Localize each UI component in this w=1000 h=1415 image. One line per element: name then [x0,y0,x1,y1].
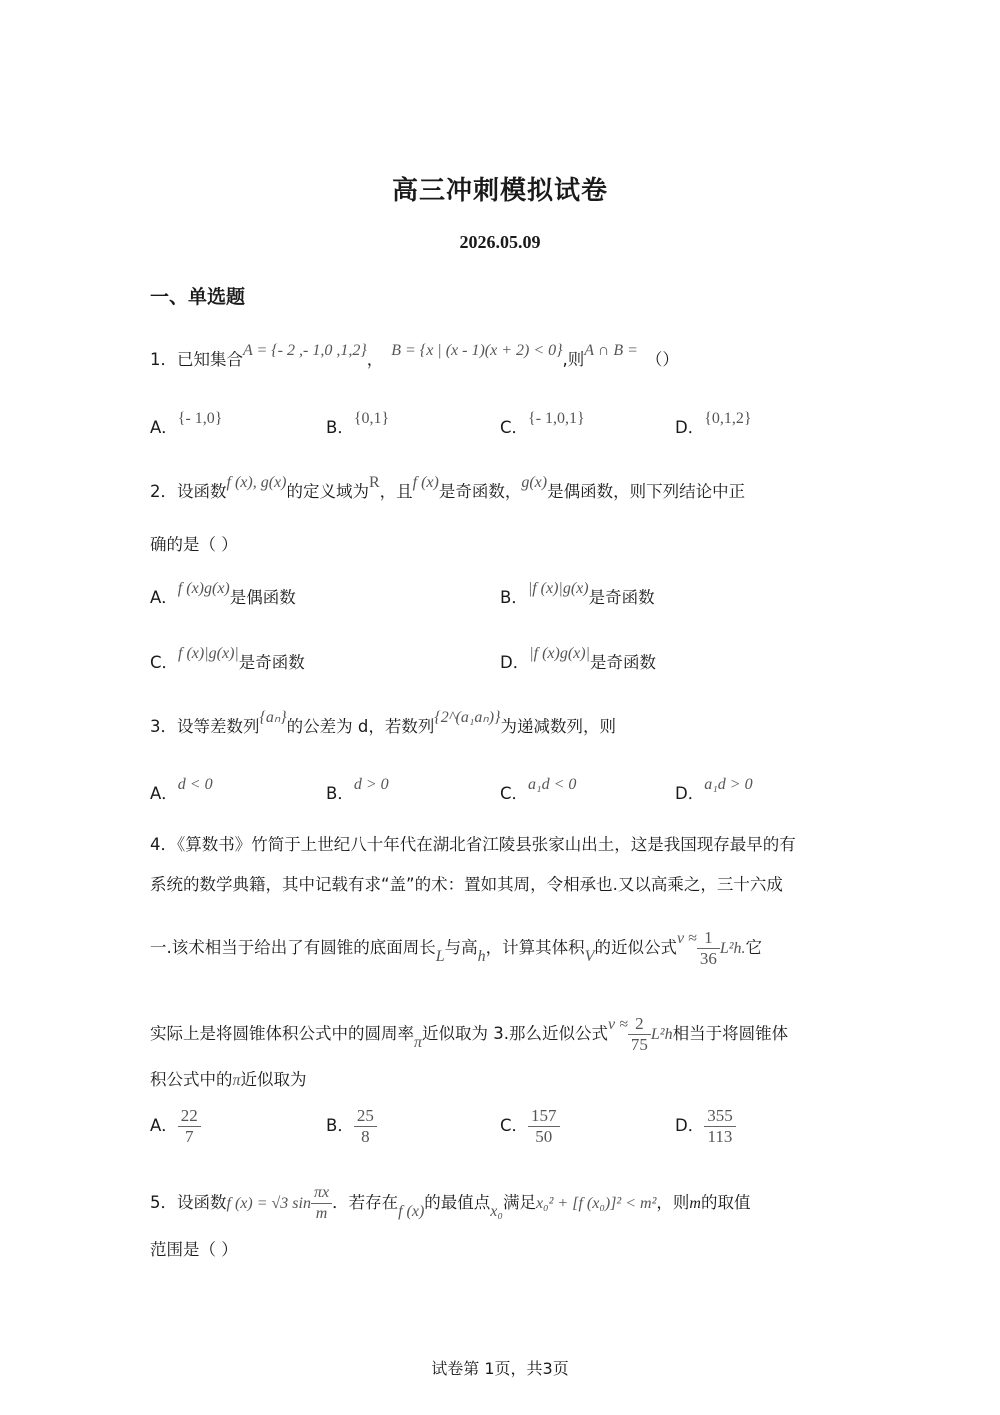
fraction-numerator: 25 [354,1106,377,1127]
question-text: 的取值 [700,1193,751,1212]
option-d[interactable] [675,1106,736,1147]
option-formula: {- 1,0,1} [528,410,585,427]
option-fraction [704,1106,736,1147]
option-formula: {0,1,2} [704,410,752,427]
option-text: 是奇函数 [589,653,656,672]
option-c[interactable] [500,410,585,438]
option-fraction [178,1106,201,1147]
question-text: 是奇函数， [438,482,522,501]
fraction-denominator: 75 [630,1035,648,1054]
question-text: 设函数 [177,1193,227,1212]
option-fraction [528,1106,560,1147]
option-a[interactable] [150,776,213,804]
option-fraction [354,1106,377,1147]
option-formula: a₁d > 0 [704,776,753,793]
option-label: A． [150,588,178,607]
question-text: 为递减数列，则 [500,717,617,736]
fraction-denominator: 7 [185,1127,194,1146]
question-number: 1． [150,350,177,369]
question-2-line-2: 确的是（ ） [150,535,238,554]
option-c[interactable] [500,1106,560,1147]
set-b-formula: B = {x | (x - 1)(x + 2) < 0} [391,342,563,359]
function-formula: f (x) = √3 sin [226,1195,311,1212]
question-text: 的公差为 d，若数列 [286,717,435,736]
set-a-formula: A = {- 2 ,- 1,0 ,1,2} [243,342,367,359]
question-5 [150,1183,750,1224]
option-a[interactable] [150,580,296,608]
sequence-formula: {aₙ} [259,709,287,726]
option-formula: d < 0 [177,776,213,793]
question-text: 是偶函数，则下列结论中正 [547,482,746,501]
fraction-denominator: 50 [535,1127,553,1146]
fraction-denominator: m [315,1205,328,1222]
question-text: 设等差数列 [177,717,260,736]
formula-part: L²h. [719,940,746,957]
fraction-numerator: 355 [704,1106,736,1127]
option-label: A． [150,418,178,437]
variable: h [477,948,486,965]
option-label: A． [150,1116,178,1135]
fraction-denominator: 36 [699,949,717,968]
formula-part: v ≈ [676,930,697,947]
option-label: D． [675,784,705,803]
function-formula: f (x) [412,474,439,491]
question-number: 2． [150,482,177,501]
option-text: 是奇函数 [238,653,305,672]
section-heading: 一、单选题 [150,286,246,308]
option-label: C． [500,418,529,437]
function-formula: f (x) [398,1203,425,1220]
fraction-denominator: 113 [707,1127,733,1146]
answer-parens: （） [645,350,679,369]
option-c[interactable] [500,776,577,804]
question-text: 的近似公式 [594,938,677,957]
question-number: 4． [150,835,177,854]
page-title: 高三冲刺模拟试卷 [391,176,608,206]
question-4-line-2: 系统的数学典籍，其中记载有求“盖”的术：置如其周，令相承也.又以高乘之，三十六成 [150,875,783,894]
question-text: 满足 [502,1193,536,1212]
option-label: A． [150,784,178,803]
option-text: 是偶函数 [229,588,296,607]
option-b[interactable] [326,776,389,804]
fraction-numerator: πx [311,1183,332,1204]
question-number: 3． [150,717,177,736]
option-formula: a₁d < 0 [528,776,577,793]
option-formula: |f (x)|g(x) [527,580,589,597]
option-formula: f (x)g(x) [177,580,230,597]
question-text: ，且 [379,482,413,501]
option-label: C． [500,1116,529,1135]
fraction-numerator: 2 [628,1014,651,1035]
question-text: 设函数 [177,482,227,501]
variable: m [689,1195,701,1212]
fraction [311,1183,332,1224]
question-text: 相当于将圆锥体 [672,1024,789,1043]
question-text: 近似取为 [240,1070,307,1089]
question-text: 积公式中的 [150,1070,233,1089]
option-label: B． [326,1116,354,1135]
question-3 [150,709,617,740]
option-b[interactable] [500,580,655,608]
question-5-line-2: 范围是（ ） [150,1240,238,1259]
formula-part: L²h [650,1026,673,1043]
fraction [628,1014,651,1055]
question-number: 5． [150,1193,177,1212]
question-text: ， [366,350,384,369]
option-label: D． [675,1116,705,1135]
option-label: C． [150,653,179,672]
question-text: 已知集合 [177,350,243,369]
function-formula: g(x) [521,474,548,491]
domain-formula: R [368,474,380,491]
question-1 [150,342,679,373]
option-a[interactable] [150,410,223,438]
option-d[interactable] [500,645,656,673]
option-formula: |f (x)g(x)| [529,645,590,662]
question-text: ．若存在 [332,1193,399,1212]
variable: x₀ [490,1203,503,1220]
page-footer: 试卷第 1页，共3页 [431,1359,569,1378]
question-text: 一.该术相当于给出了有圆锥的底面周长 [150,938,436,957]
function-formula: f (x), g(x) [226,474,287,491]
fraction [697,928,720,969]
option-label: B． [326,418,354,437]
variable: L [435,948,445,965]
option-text: 是奇函数 [588,588,655,607]
option-formula: f (x)|g(x)| [178,645,239,662]
option-label: D． [675,418,705,437]
option-a[interactable] [150,1106,201,1147]
question-text: 它 [745,938,763,957]
question-4-line-3 [150,928,762,969]
variable: V [584,948,595,965]
option-formula: {- 1,0} [177,410,223,427]
option-formula: {0,1} [353,410,390,427]
exam-date: 2026.05.09 [459,232,541,252]
question-4-line-4 [150,1014,788,1055]
sequence-formula: {2^(a₁aₙ)} [434,709,501,726]
pi-symbol: π [414,1034,423,1051]
fraction-denominator: 8 [361,1127,370,1146]
question-4-line-5 [150,1068,307,1093]
option-label: B． [326,784,354,803]
question-text: ，计算其体积 [485,938,585,957]
intersection-formula: A ∩ B = [584,342,638,359]
question-2 [150,474,746,505]
formula-part: v ≈ [608,1016,628,1033]
question-text: ,则 [562,350,585,369]
question-4 [150,833,796,857]
fraction-numerator: 157 [528,1106,560,1127]
fraction-numerator: 1 [697,928,720,949]
option-b[interactable] [326,410,390,438]
option-label: B． [500,588,528,607]
fraction-numerator: 22 [178,1106,201,1127]
pi-symbol: π [232,1072,241,1089]
inequality-formula: x₀² + [f (x₀)]² < m² [535,1195,657,1212]
option-label: C． [500,784,529,803]
question-text: 的最值点 [424,1193,491,1212]
question-text: 的定义域为 [286,482,369,501]
question-text: 与高 [444,938,478,957]
question-text: 《算数书》竹简于上世纪八十年代在湖北省江陵县张家山出土，这是我国现存最早的有 [177,835,796,854]
question-text: 实际上是将圆锥体积公式中的圆周率 [150,1024,414,1043]
question-text: ，则 [656,1193,690,1212]
option-d[interactable] [675,776,753,804]
option-b[interactable] [326,1106,377,1147]
option-formula: d > 0 [353,776,389,793]
option-label: D． [500,653,530,672]
option-d[interactable] [675,410,752,438]
question-text: 近似取为 3.那么近似公式 [422,1024,609,1043]
option-c[interactable] [150,645,305,673]
